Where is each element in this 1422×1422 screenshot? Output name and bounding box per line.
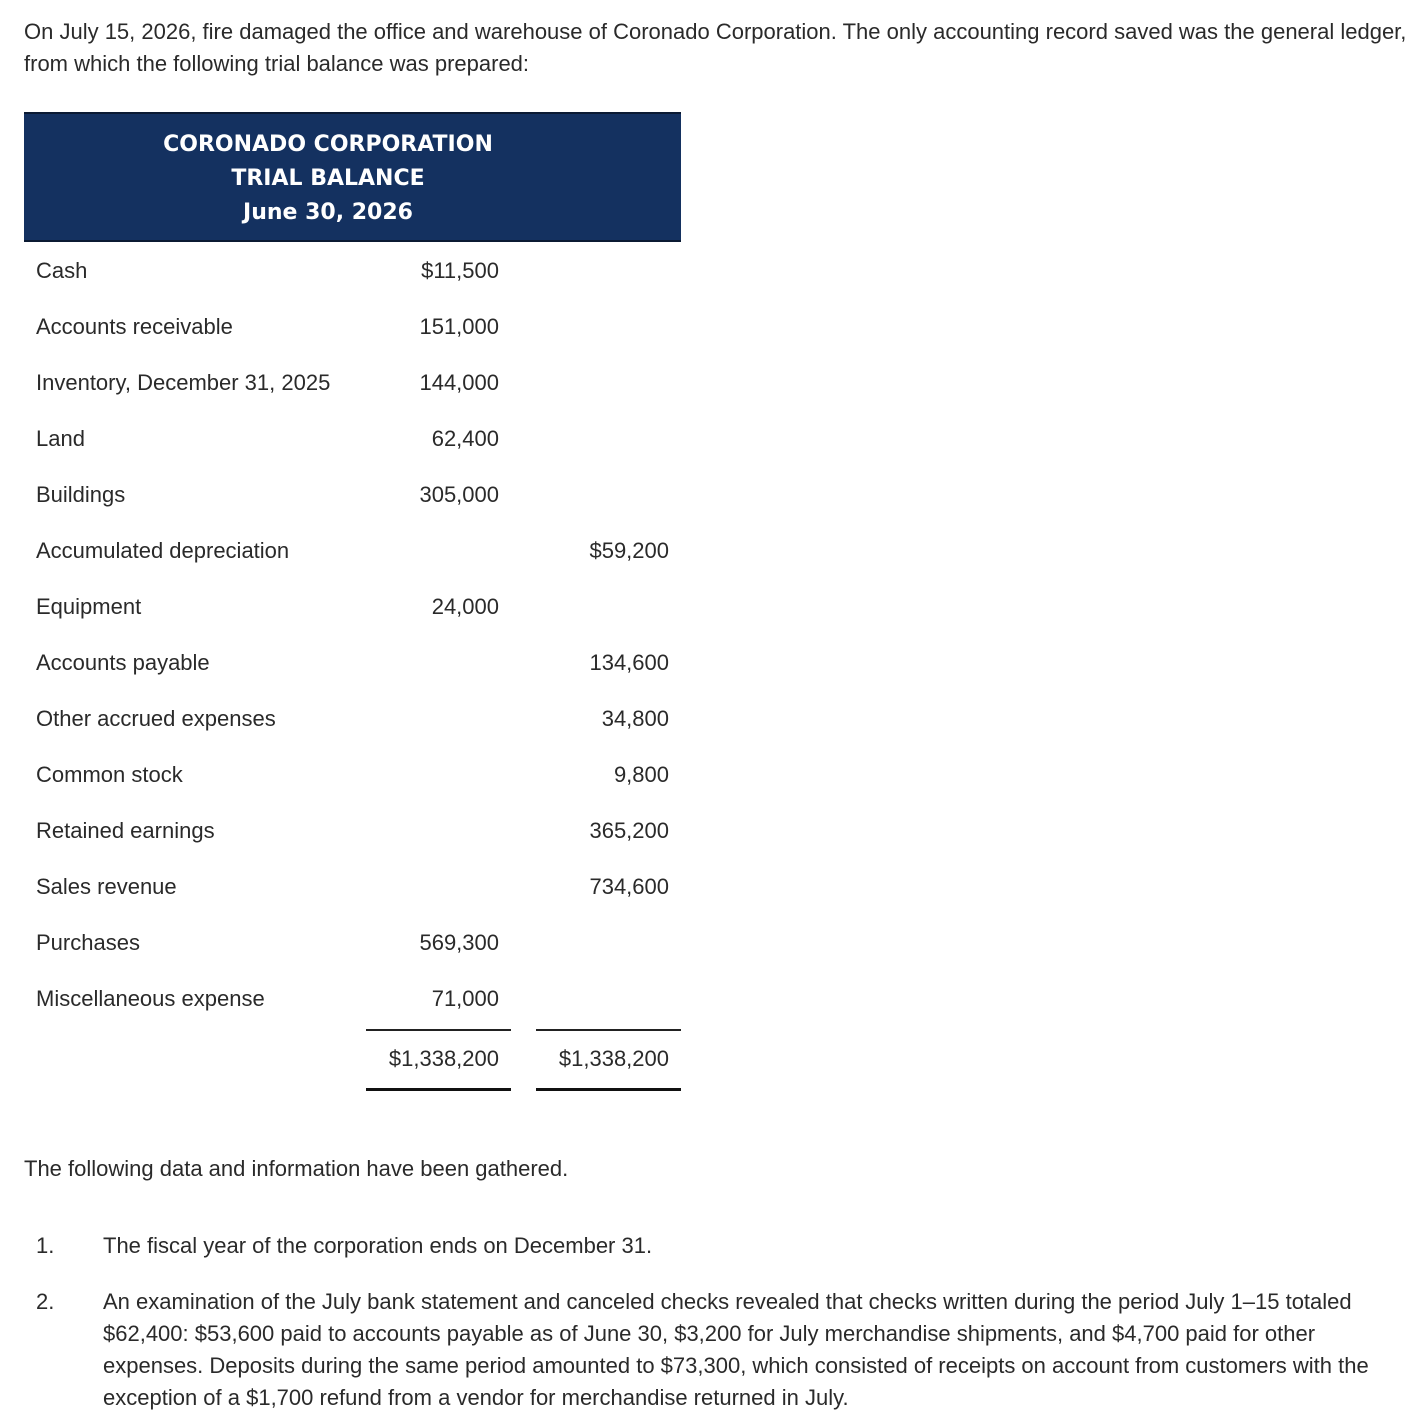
credit-amount: $59,200 (589, 538, 669, 563)
table-row (24, 971, 681, 1027)
table-row (24, 299, 681, 355)
table-row (24, 747, 681, 803)
list-item-text: An examination of the July bank statement and canceled checks revealed that checks written during the period July 1–15 totaled $62,400: $53,600 paid to accounts payable as of June 30, $3,200 for July merchandise shipments, and $4,700 paid for other expenses. Deposits during the same period amounted to $73,300, which consisted of receipts on account from customers with the exception of a $1,700 refund from a vendor for merchandise returned in July. (103, 1289, 1369, 1410)
credit-amount: 365,200 (589, 818, 669, 843)
total-credit: $1,338,200 (536, 1029, 681, 1091)
credit-amount: 9,800 (613, 762, 669, 787)
account-name: Accounts receivable (36, 314, 233, 339)
credit-amount: 134,600 (589, 650, 669, 675)
company-name: CORONADO CORPORATION (163, 132, 493, 157)
debit-amount: 144,000 (419, 370, 499, 395)
account-name: Sales revenue (36, 874, 177, 899)
account-name: Common stock (36, 762, 183, 787)
table-row (24, 691, 681, 747)
table-row (24, 355, 681, 411)
table-row (24, 411, 681, 467)
debit-amount: 71,000 (431, 986, 499, 1011)
info-list (24, 1230, 1414, 1422)
table-row (24, 523, 681, 579)
debit-amount: 62,400 (431, 426, 499, 451)
statement-title: TRIAL BALANCE (231, 166, 425, 191)
trial-balance-header (24, 112, 681, 242)
list-item-number: 2. (36, 1289, 55, 1314)
trial-balance-table (24, 112, 681, 1091)
table-row (24, 635, 681, 691)
total-debit: $1,338,200 (366, 1029, 511, 1091)
table-row (24, 579, 681, 635)
account-name: Cash (36, 258, 88, 283)
account-name: Retained earnings (36, 818, 215, 843)
table-row (24, 915, 681, 971)
table-row (24, 467, 681, 523)
statement-date: June 30, 2026 (243, 200, 413, 225)
account-name: Accumulated depreciation (36, 538, 290, 563)
debit-amount: 151,000 (419, 314, 499, 339)
account-name: Accounts payable (36, 650, 210, 675)
debit-amount: 305,000 (419, 482, 499, 507)
account-name: Inventory, December 31, 2025 (36, 370, 331, 395)
account-name: Land (36, 426, 85, 451)
intro-paragraph: On July 15, 2026, fire damaged the office and warehouse of Coronado Corporation. The only accounting record saved was the general ledger, from which the following trial balance was prepared: (24, 19, 1407, 76)
list-item (24, 1230, 1414, 1262)
list-item-text: The fiscal year of the corporation ends on December 31. (103, 1233, 653, 1258)
totals-row (24, 1029, 681, 1091)
debit-amount: 569,300 (419, 930, 499, 955)
debit-amount: $11,500 (421, 258, 499, 283)
table-row (24, 243, 681, 299)
trial-balance-rows (24, 242, 681, 1027)
credit-amount: 34,800 (601, 706, 669, 731)
credit-amount: 734,600 (589, 874, 669, 899)
table-row (24, 859, 681, 915)
account-name: Buildings (36, 482, 126, 507)
gathered-text: The following data and information have been gathered. (24, 1156, 569, 1181)
table-row (24, 803, 681, 859)
list-item-number: 1. (36, 1233, 55, 1258)
list-item (24, 1286, 1414, 1414)
account-name: Equipment (36, 594, 142, 619)
account-name: Purchases (36, 930, 140, 955)
debit-amount: 24,000 (431, 594, 499, 619)
account-name: Miscellaneous expense (36, 986, 265, 1011)
account-name: Other accrued expenses (36, 706, 276, 731)
